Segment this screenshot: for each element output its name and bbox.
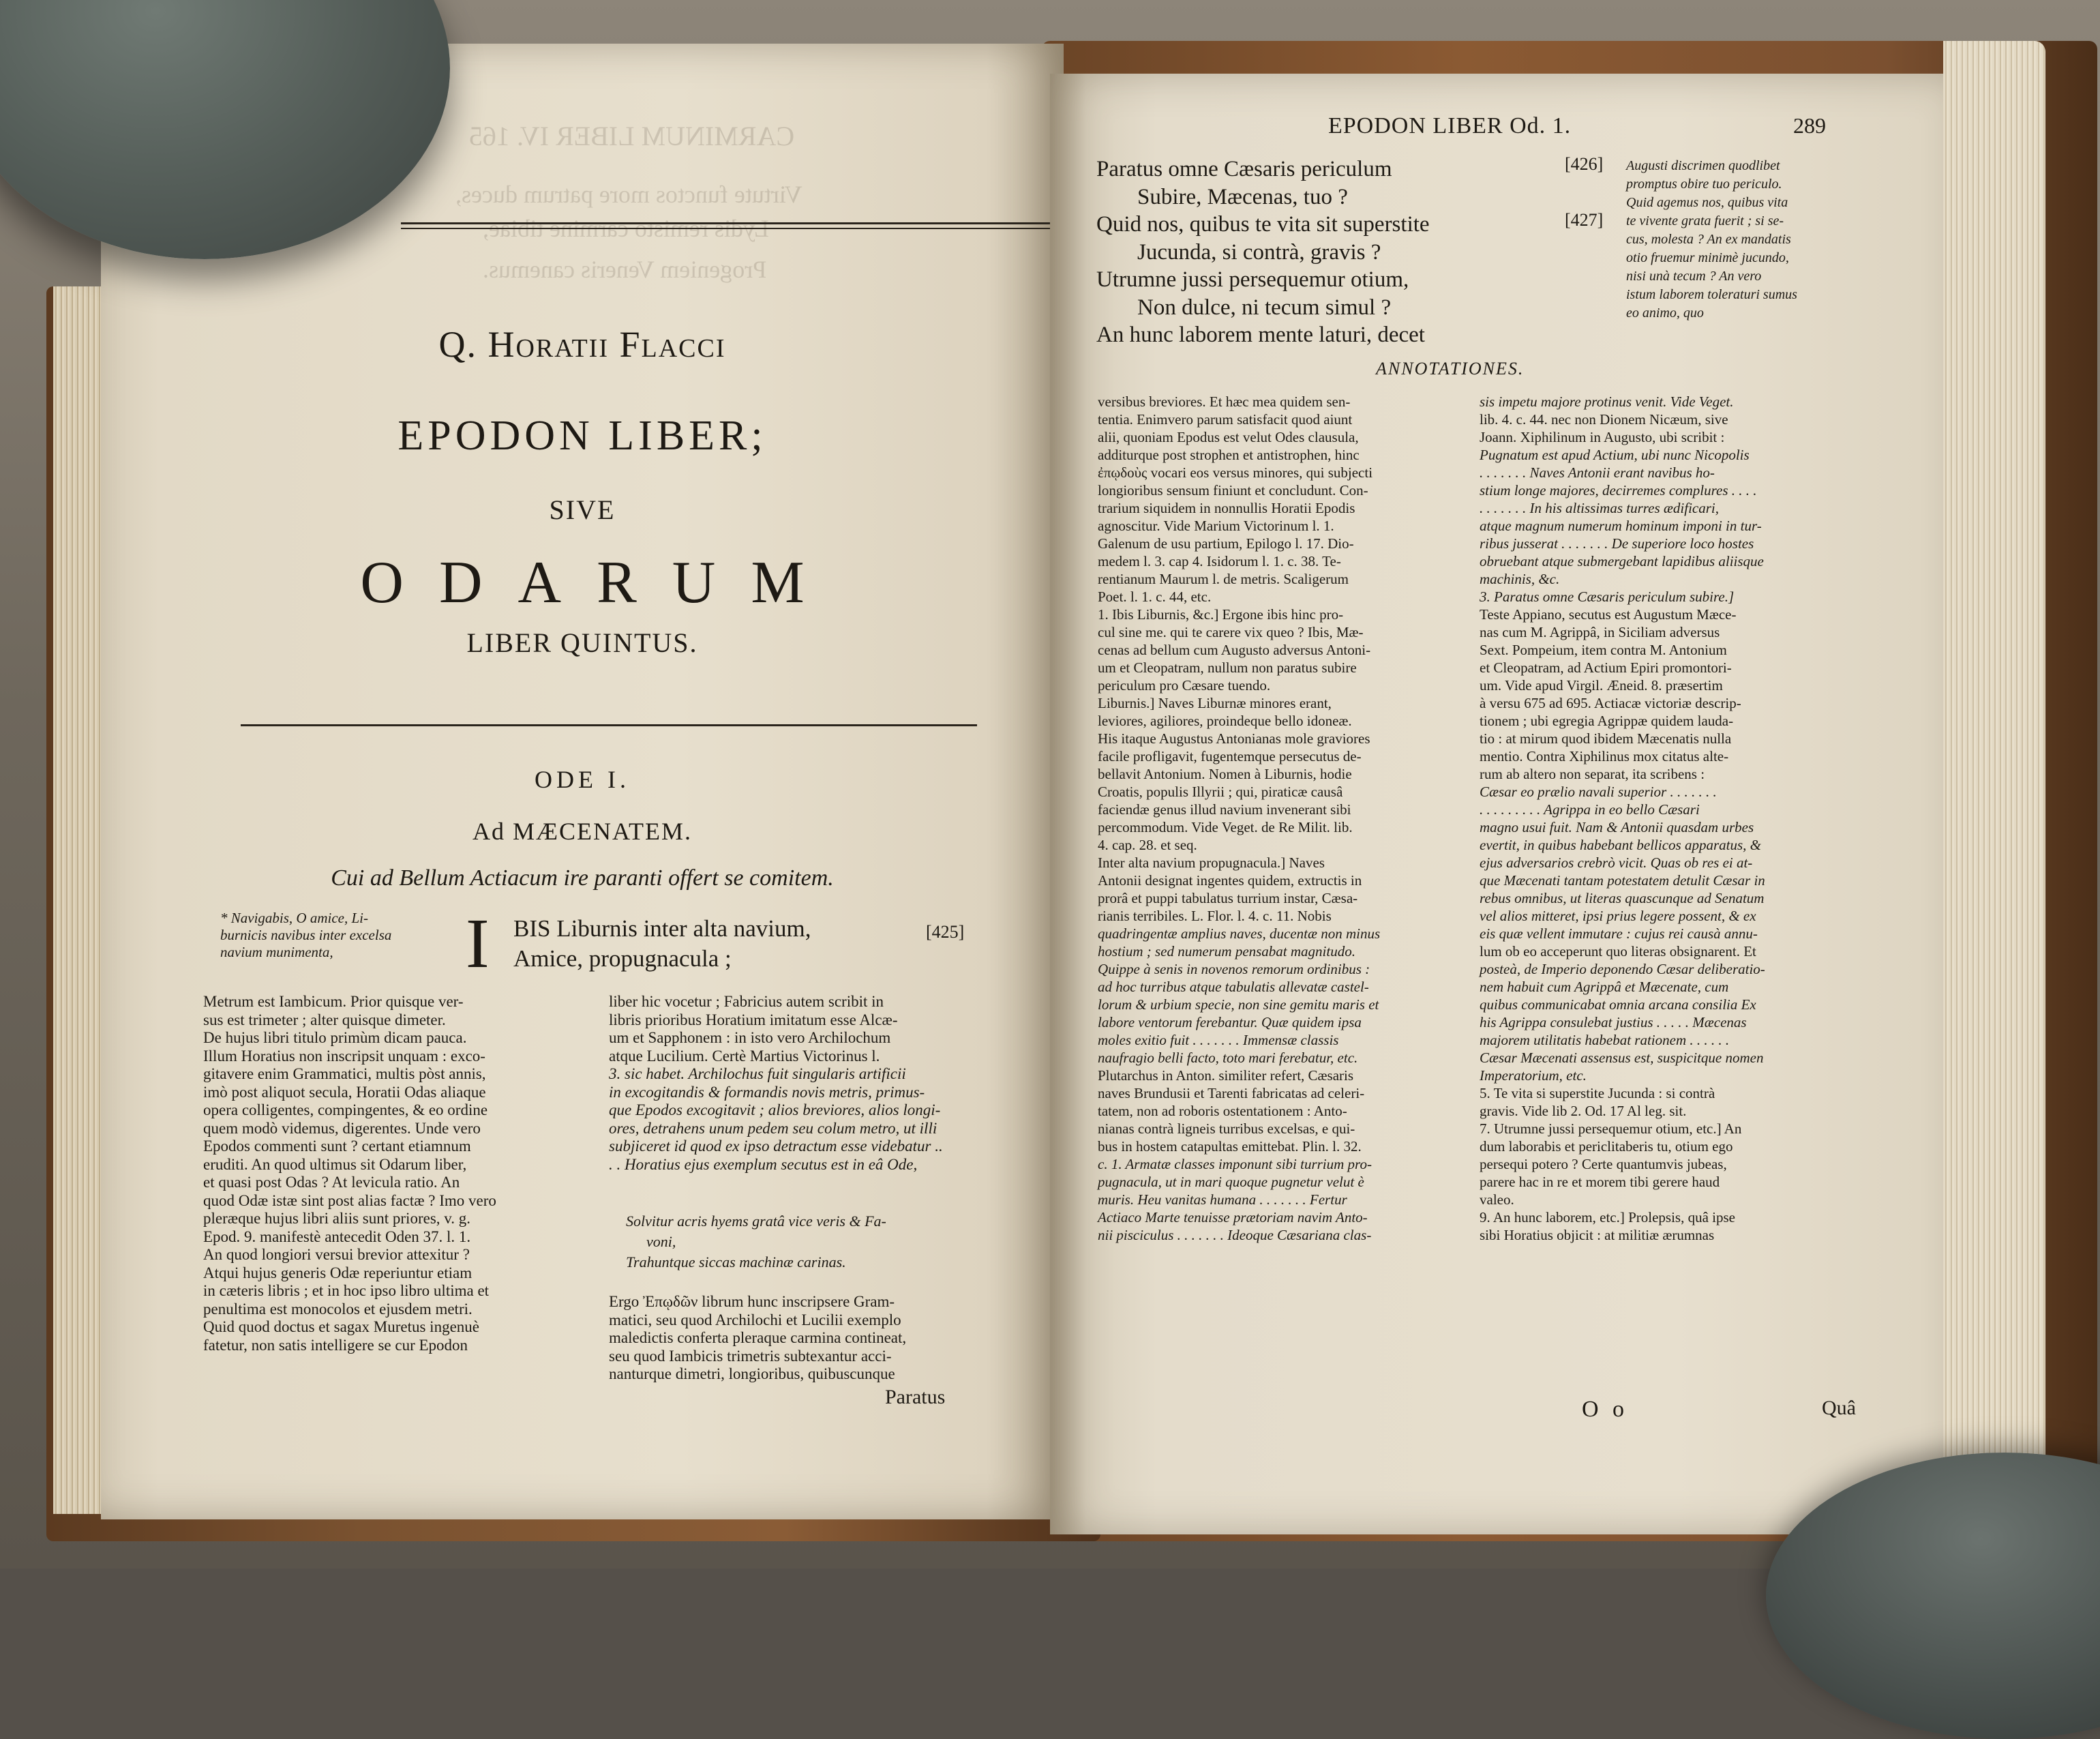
signature-mark: O o bbox=[1582, 1397, 1629, 1422]
left-page bbox=[101, 44, 1064, 1519]
notes-column-1: Metrum est Iambicum. Prior quisque ver- sus est trimeter ; alter quisque dimeter. De hujus libri titulo primùm dicam pauca. Illum Horatius non inscripsit unquam : exco- gitavere enim Grammatici, multis pòst annis, imò post aliquot secula, Horatii Odas aliaque opera colligentes, compingentes, & eo ordine quem modò videmus, digerentes. Unde vero Epodos commenti sunt ? certant etiamnum eruditi. An quod ultimus sit Odarum liber, et quasi post Odas ? At levicula ratio. An quod Odæ istæ sint post alias factæ ? Imo vero pleræque hujus libri aliis sunt priores, v. g. Epod. 9. manifestè antecedit Oden 37. l. 1. An quod longiori versui brevior attexitur ? Atqui hujus generis Odæ reperiuntur etiam in cæteris libris ; et in hoc ipso libro ultima et penultima est monocolos et ejusdem metri. Quid quod doctus et sagax Muretus ingenuè fatetur, non satis intelligere se cur Epodon bbox=[203, 993, 496, 1354]
title-main: EPODON LIBER; bbox=[397, 413, 767, 459]
bleed-line: Virtute functos more patrum duces, bbox=[455, 181, 802, 208]
marginal-paraphrase: Augusti discrimen quodlibet promptus obire tuo periculo. Quid agemus nos, quibus vita te vivente grata fuerit ; si se- cus, molesta ? An ex mandatis otio fruemur minimè jucundo, nisi unà tecum ? An vero istum laborem toleraturi sumus eo animo, quo bbox=[1626, 158, 1797, 321]
ode-argument: Cui ad Bellum Actiacum ire paranti offert se comitem. bbox=[331, 865, 834, 891]
bleed-line: Progeniem Veneris canemus. bbox=[483, 256, 767, 283]
notes-column-2b: Ergo Ἐπῳδῶν librum hunc inscripsere Gram- matici, seu quod Archilochi et Lucilii exemplo maledictis conferta pleraque carmina contineat, seu quod Iambicis trimetris subtexantur acci- nanturque dimetri, longioribus, quibuscunque bbox=[609, 1293, 907, 1382]
verse-block: Paratus omne Cæsaris periculum Subire, Mæcenas, tuo ? Quid nos, quibus te vita sit superstite Jucunda, si contrà, gravis ? Utrumne jussi persequemur otium, Non dulce, ni tecum simul ? An hunc laborem mente laturi, decet bbox=[1096, 157, 1430, 347]
title-rule bbox=[241, 724, 977, 726]
ode-addressee: Ad MÆCENATEM. bbox=[472, 818, 692, 845]
drop-cap: I bbox=[466, 904, 490, 983]
page-edges-right bbox=[1943, 41, 2045, 1521]
line-number: [426] bbox=[1565, 154, 1604, 174]
marginal-footnote-reference: * Navigabis, O amice, Li- burnicis navibus inter excelsa navium munimenta, bbox=[220, 910, 392, 960]
bleed-line: Lydis remisto carmine tibiae, bbox=[483, 215, 769, 242]
title-sive: SIVE bbox=[549, 494, 616, 525]
title-author: Q. Horatii Flacci bbox=[438, 324, 726, 365]
title-liber-quintus: LIBER QUINTUS. bbox=[466, 627, 698, 658]
right-page bbox=[1050, 74, 1943, 1534]
annotations-heading: ANNOTATIONES. bbox=[1376, 359, 1525, 378]
line-number: [425] bbox=[926, 922, 965, 942]
page-number: 289 bbox=[1793, 113, 1826, 138]
ode-heading: ODE I. bbox=[535, 766, 630, 793]
title-odarum: ODARUM bbox=[360, 550, 840, 616]
line-number: [427] bbox=[1565, 210, 1604, 230]
running-head: EPODON LIBER Od. 1. bbox=[1328, 113, 1572, 138]
verse-line: Amice, propugnacula ; bbox=[513, 945, 732, 972]
annotations-column-2: sis impetu majore protinus venit. Vide Veget. lib. 4. c. 44. nec non Dionem Nicæum, sive Joann. Xiphilinum in Augusto, ubi scribit : Pugnatum est apud Actium, ubi nunc Nicopolis . . . . . . . Naves Antonii erant navibus ho- stium longe majores, decirremes complures . . . . . . . . . . . In his altissimas turres ædificari, atque magnum numerum hominum imponi in tur- ribus jusserat . . . . . . . De superiore loco hostes obruebant atque submergebant lapidibus aliisque machinis, &c. 3. Paratus omne Cæsaris periculum subire.] Teste Appiano, secutus est Augustum Mæce- nas cum M. Agrippâ, in Siciliam adversus Sext. Pompeium, item contra M. Antonium et Cleopatram, ad Actium Epiri promontori- um. Vide apud Virgil. Æneid. 8. præsertim à versu 675 ad 695. Actiacæ victoriæ descrip- tionem ; ubi egregia Agrippæ quidem lauda- tio : at mirum quod ibidem Mæcenatis nulla mentio. Contra Xiphilinus mox citatus alte- rum ab altero non separat, ita scribens : Cæsar eo prælio navali superior . . . . . . . . . . . . . . . . Agrippa in eo bello Cæsari magno usui fuit. Nam & Antonii quasdam urbes evertit, in quibus habebant bellicos apparatus, & ejus adversarios crebrò vicit. Quas ob res ei at- que Mæcenati tantam potestatem detulit Cæsar in rebus omnibus, ut literas quascunque ad Senatum vel alios mitteret, ipsi prius legere possent, & ex eis quæ vellent immutare : cujus rei causà annu- lum ob eo acceperunt quo literas obsignarent. Et posteà, de Imperio deponendo Cæsar deliberatio- nem habuit cum Agrippâ et Mæcenate, cum quibus communicabat omnia arcana consilia Ex his Agrippa consulebat justius . . . . . Mæcenas majorem utilitatis habebat rationem . . . . . . Cæsar Mæcenati assensus est, suspicitque nomen Imperatorium, etc. 5. Te vita si superstite Jucunda : si contrà gravis. Vide lib 2. Od. 17 Al leg. sit. 7. Utrumne jussi persequemur otium, etc.] An dum laborabis et periclitaberis tu, otium ego persequi potero ? Certe quantumvis jubeas, parere hac in re et morem tibi gerere haud valeo. 9. An hunc laborem, etc.] Prolepsis, quâ ipse sibi Horatius objicit : at militiæ ærumnas bbox=[1480, 393, 1765, 1243]
top-double-rule-2 bbox=[401, 228, 1064, 229]
catchword: Paratus bbox=[885, 1386, 946, 1408]
annotations-column-1: versibus breviores. Et hæc mea quidem sen- tentia. Enimvero parum satisfacit quod aiunt alii, quoniam Epodus est velut Odes clausula, additurque post strophen et antistrophen, hinc ἐπῳδοὺς vocari eos versus minores, qui subjecti longioribus sensum finiunt et concludunt. Con- trarium siquidem in nonnullis Horatii Epodis agnoscitur. Vide Marium Victorinum l. 1. Galenum de usu partium, Epilogo l. 17. Dio- medem l. 3. cap 4. Isidorum l. 1. c. 38. Te- rentianum Maurum l. de metris. Scaligerum Poet. l. 1. c. 44, etc. 1. Ibis Liburnis, &c.] Ergone ibis hinc pro- cul sine me. qui te carere vix queo ? Ibis, Mæ- cenas ad bellum cum Augusto adversus Antoni- um et Cleopatram, nullum non paratus subire periculum pro Cæsare tuendo. Liburnis.] Naves Liburnæ minores erant, leviores, agiliores, proindeque bello idoneæ. His itaque Augustus Antonianas mole graviores facile profligavit, fugentemque persecutus de- bellavit Antonium. Nomen à Liburnis, hodie Croatis, populis Illyrii ; qui, piraticæ causâ faciendæ genus illud navium invenerant sibi percommodum. Vide Veget. de Re Milit. lib. 4. cap. 28. et seq. Inter alta navium propugnacula.] Naves Antonii designat ingentes quidem, extructis in prorâ et puppi tabulatus turrium instar, Cæsa- rianis terribiles. L. Flor. l. 4. c. 11. Nobis quadringentæ amplius naves, ducentæ non minus hostium ; sed numerum pensabat magnitudo. Quippe à senis in novenos remorum ordinibus : ad hoc turribus atque tabulatis allevatæ castel- lorum & urbium specie, non sine gemitu maris et labore ventorum ferebantur. Quæ quidem ipsa moles exitio fuit . . . . . . . Immensæ classis naufragio belli facto, toto mari ferebatur, etc. Plutarchus in Anton. similiter refert, Cæsaris naves Brundusii et Tarenti fabricatas ad celeri- tatem, non ad roboris ostentationem : Anto- nianas contrà ligneis turribus excelsas, e qui- bus in hostem catapultas emittebat. Plin. l. 32. c. 1. Armatæ classes imponunt sibi turrium pro- pugnacula, ut in mari quoque pugnetur velut è muris. Heu vanitas humana . . . . . . . Fertur Actiaco Marte tenuisse prætoriam navim Anto- nii pisciculus . . . . . . . Ideoque Cæsariana clas- bbox=[1098, 393, 1381, 1243]
catchword: Quâ bbox=[1822, 1397, 1856, 1419]
top-double-rule bbox=[401, 222, 1064, 224]
bleed-header: CARMINUM LIBER IV. 165 bbox=[469, 121, 795, 151]
quoted-verse: Solvitur acris hyems gratâ vice veris & Fa- voni, Trahuntque siccas machinæ carinas. bbox=[626, 1213, 886, 1270]
notes-column-2: liber hic vocetur ; Fabricius autem scribit in libris prioribus Horatium imitatum esse Alcæ- um et Sapphonem : in isto vero Archilochum atque Lucilium. Certè Martius Victorinus l. 3. sic habet. Archilochus fuit singularis artificii in excogitandis & formandis novis metris, primus- que Epodos excogitavit ; alios breviores, alios longi- ores, detrahens unum pedem seu colum metro, ut illi subjiceret id quod ex ipso detractum esse videbatur .. . . Horatius ejus exemplum secutus est in eâ Ode, bbox=[609, 993, 943, 1173]
verse-line: BIS Liburnis inter alta navium, bbox=[513, 915, 811, 942]
page-edges-left bbox=[53, 286, 106, 1514]
